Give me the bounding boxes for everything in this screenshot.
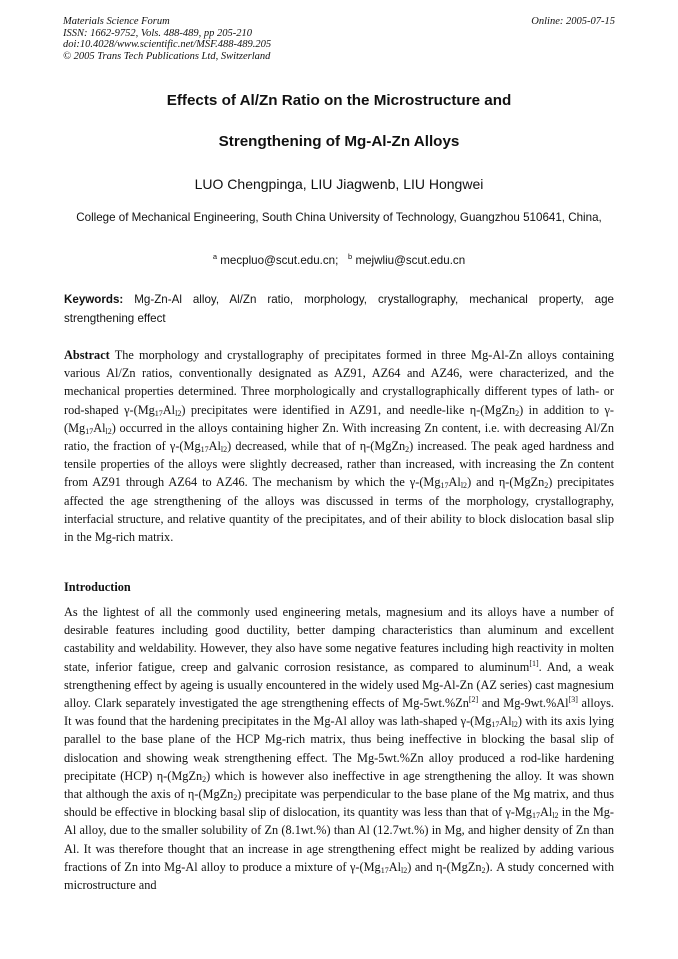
subscript: 17 (380, 865, 389, 875)
keywords-paragraph (64, 290, 614, 328)
abstract-text: Al (93, 420, 106, 435)
subscript: 17 (491, 720, 500, 730)
intro-text: ). A study concerned with microstructure and (64, 859, 614, 893)
subscript: 17 (85, 426, 94, 436)
subscript: l2 (401, 865, 408, 875)
intro-text: ) and η-(MgZn (407, 859, 482, 874)
keywords-text: Mg-Zn-Al alloy, Al/Zn ratio, morphology, crystallography, mechanical property, age strengthening effect (64, 293, 614, 325)
abstract-text: Al (208, 439, 221, 454)
affiliation: College of Mechanical Engineering, South China University of Technology, Guangzhou 510641, China, (76, 211, 602, 224)
intro-text: and Mg-9wt.%Al (478, 696, 569, 711)
introduction-heading: Introduction (64, 580, 131, 594)
subscript: l2 (175, 408, 182, 418)
email-b-marker: b (348, 252, 353, 261)
journal-name: Materials Science Forum (63, 16, 170, 27)
abstract-text: ) and η-(MgZn (467, 475, 545, 490)
intro-text: Al (539, 805, 553, 820)
copyright-line: © 2005 Trans Tech Publications Ltd, Switzerland (63, 50, 271, 62)
intro-text: ) precipitate was perpendicular to the base plane of the Mg matrix, and thus should be effective in blocking basal slip of dislocation, its quantity was less than that of γ-Mg (64, 787, 615, 820)
citation-ref[interactable]: [1] (529, 658, 539, 668)
abstract-text: ) in addition to γ-(Mg (64, 402, 615, 435)
subscript: l2 (460, 481, 468, 491)
abstract-text: Al (448, 475, 461, 490)
abstract-text: ) increased. The peak aged hardness and tensile properties of the alloys were slightly decreased, rather than increased, with increasing the Zn content from AZ91 through AZ64 to AZ46. The mechanism by which the γ-(Mg (64, 439, 614, 490)
intro-text: ) with its axis lying parallel to the base plane of the HCP Mg-rich matrix, thus being ineffective in blocking the basal slip of dislocation and showing weak strengthening effect. The Mg-5wt.%Zn alloy produced a rod-like hardening precipitate (HCP) η-(MgZn (64, 714, 614, 783)
issn-line: ISSN: 1662-9752, Vols. 488-489, pp 205-210 (63, 27, 252, 39)
paper-title-line-1: Effects of Al/Zn Ratio on the Microstructure and (166, 92, 512, 109)
abstract-label: Abstract (64, 348, 110, 362)
subscript: 2 (544, 481, 549, 491)
subscript: 2 (233, 793, 238, 803)
intro-text: Al (388, 859, 401, 874)
intro-text: . And, a weak strengthening effect by ageing is usually encountered in the widely used Mg-Al-Zn (AZ series) cast magnesium alloy. Clark separately investigated the age strengthening effects of Mg-5wt.%Zn (64, 659, 614, 711)
intro-text: Al (499, 714, 512, 729)
subscript: 2 (202, 774, 207, 784)
abstract-text: ) decreased, while that of η-(MgZn (227, 439, 406, 454)
abstract-text: ) precipitates were identified in AZ91, and needle-like η-(MgZn (181, 402, 516, 417)
doi-line[interactable]: doi:10.4028/www.scientific.net/MSF.488-489.205 (63, 39, 272, 51)
citation-ref[interactable]: [2] (468, 695, 479, 705)
abstract-text: ) occurred in the alloys containing higher Zn. With increasing Zn content, i.e. with decreasing Al/Zn ratio, the fraction of γ-(Mg (64, 420, 614, 454)
subscript: l2 (511, 720, 518, 730)
subscript: 17 (200, 445, 209, 455)
subscript: 2 (515, 408, 520, 418)
subscript: 2 (405, 445, 410, 455)
subscript: l2 (220, 445, 228, 455)
subscript: 2 (481, 865, 486, 875)
subscript: 17 (154, 408, 163, 418)
citation-ref[interactable]: [3] (568, 695, 578, 705)
introduction-paragraph (64, 603, 614, 894)
abstract-paragraph (64, 346, 614, 546)
email-a[interactable]: mecpluo@scut.edu.cn; (220, 253, 339, 267)
intro-text: As the lightest of all the commonly used engineering metals, magnesium and its alloys have a number of desirable features including good ductility, better damping characteristics than aluminum and excellent castability and weldability. However, they also have some negative features including high reactivity in molten state, inferior fatigue, creep and galvanic corrosion resistance, as compared to aluminum (64, 605, 614, 674)
email-b[interactable]: mejwliu@scut.edu.cn (355, 253, 466, 267)
email-a-marker: a (212, 252, 218, 261)
paper-title-line-2: Strengthening of Mg-Al-Zn Alloys (218, 133, 460, 150)
keywords-label: Keywords: (64, 293, 124, 306)
subscript: 17 (531, 811, 540, 821)
email-line (40, 252, 638, 267)
online-date: Online: 2005-07-15 (531, 16, 615, 27)
subscript: l2 (105, 426, 112, 436)
author-list: LUO Chengpinga, LIU Jiagwenb, LIU Hongwei (194, 176, 484, 192)
subscript: l2 (552, 811, 559, 821)
abstract-text: Al (162, 402, 176, 417)
intro-text: ) which is however also ineffective in age strengthening the alloy. It was shown that although the axis of η-(MgZn (64, 768, 614, 802)
journal-header (63, 16, 271, 62)
intro-text: alloys. It was found that the hardening precipitates in the Mg-Al alloy was lath-shaped γ-(Mg (64, 696, 615, 729)
intro-text: in the Mg-Al alloy, due to the smaller solubility of Zn (8.1wt.%) than Al (12.7wt.%) in Mg, and higher density of Zn than Al. It was therefore thought that an increase in age strengthening effect might be realized by adding various fractions of Zn into Mg-Al alloy to produce a mixture of γ-(Mg (64, 805, 614, 874)
subscript: 17 (440, 481, 449, 491)
abstract-text: ) precipitates affected the age strengthening of the alloys was discussed in terms of the morphology, crystallography, interfacial structure, and relative quantity of the precipitates, and of their ability to block dislocation basal slip in the Mg-rich matrix. (64, 475, 614, 545)
abstract-text: The morphology and crystallography of precipitates formed in three Mg-Al-Zn alloys containing various Al/Zn ratios, conventionally designated as AZ91, AZ64 and AZ46, were characterized, and the mechanical properties determined. Three morphologically and crystallographically different types of lath- or rod-shaped γ-(Mg (64, 348, 614, 417)
